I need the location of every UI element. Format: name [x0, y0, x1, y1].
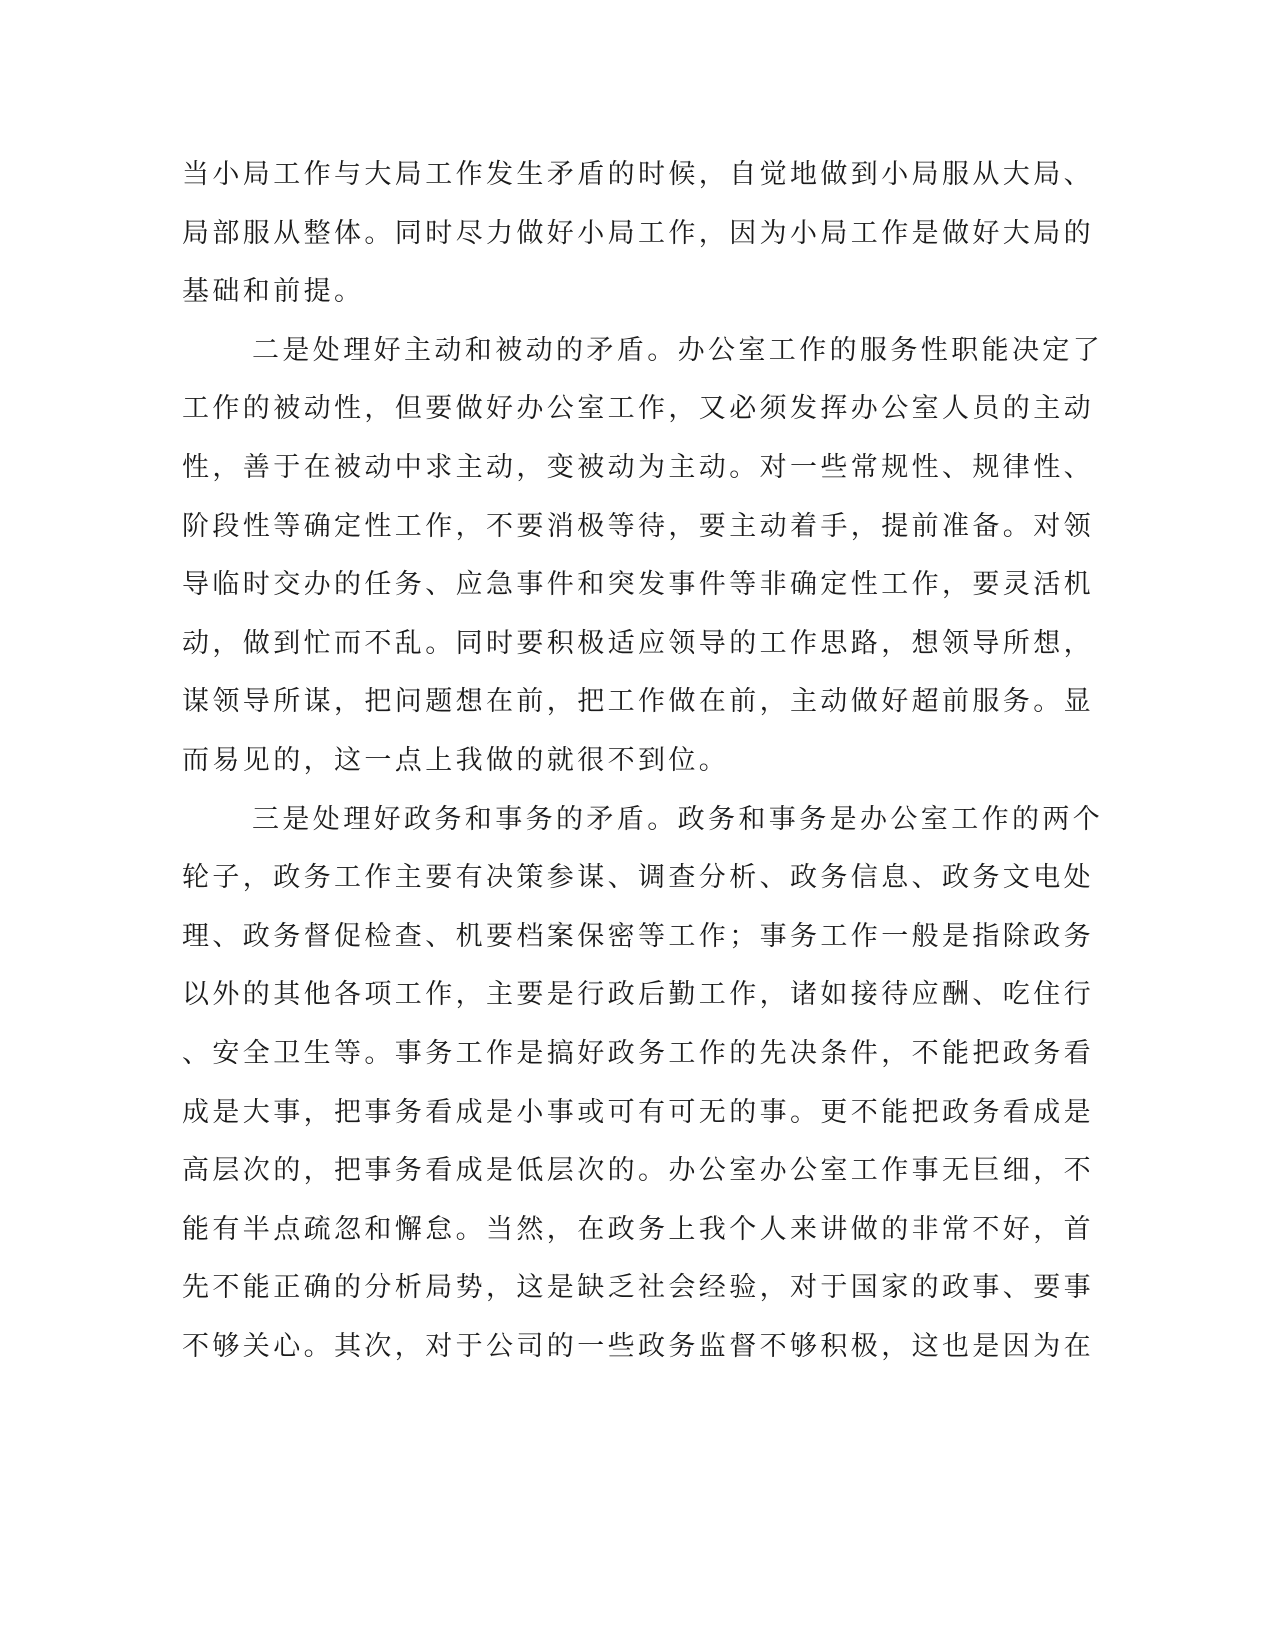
text-line: 谋领导所谋，把问题想在前，把工作做在前，主动做好超前服务。显: [182, 686, 1094, 718]
text-line: 工作的被动性，但要做好办公室工作，又必须发挥办公室人员的主动: [182, 393, 1094, 425]
text-line: 理、政务督促检查、机要档案保密等工作；事务工作一般是指除政务: [182, 920, 1094, 952]
text-line: 而易见的，这一点上我做的就很不到位。: [182, 744, 730, 776]
text-line: 动，做到忙而不乱。同时要积极适应领导的工作思路，想领导所想，: [182, 627, 1094, 659]
text-line: 基础和前提。: [182, 276, 365, 308]
text-line: 不够关心。其次，对于公司的一些政务监督不够积极，这也是因为在: [182, 1330, 1094, 1362]
text-line: 导临时交办的任务、应急事件和突发事件等非确定性工作，要灵活机: [182, 569, 1094, 601]
text-line: 高层次的，把事务看成是低层次的。办公室办公室工作事无巨细，不: [182, 1155, 1094, 1187]
text-line: 、安全卫生等。事务工作是搞好政务工作的先决条件，不能把政务看: [182, 1037, 1094, 1069]
text-line: 性，善于在被动中求主动，变被动为主动。对一些常规性、规律性、: [182, 451, 1094, 483]
text-line: 当小局工作与大局工作发生矛盾的时候，自觉地做到小局服从大局、: [182, 159, 1094, 190]
text-line: 轮子，政务工作主要有决策参谋、调查分析、政务信息、政务文电处: [182, 862, 1094, 894]
document-body: [182, 146, 1182, 1376]
text-line: 阶段性等确定性工作，不要消极等待，要主动着手，提前准备。对领: [182, 510, 1094, 542]
text-line: 局部服从整体。同时尽力做好小局工作，因为小局工作是做好大局的: [182, 217, 1094, 249]
text-line: 能有半点疏忽和懈怠。当然，在政务上我个人来讲做的非常不好，首: [182, 1213, 1094, 1245]
paragraph-start-line: 三是处理好政务和事务的矛盾。政务和事务是办公室工作的两个: [252, 803, 1104, 835]
paragraph-start-line: 二是处理好主动和被动的矛盾。办公室工作的服务性职能决定了: [252, 334, 1104, 366]
text-line: 以外的其他各项工作，主要是行政后勤工作，诸如接待应酬、吃住行: [182, 979, 1094, 1011]
text-line: 成是大事，把事务看成是小事或可有可无的事。更不能把政务看成是: [182, 1096, 1094, 1128]
text-line: 先不能正确的分析局势，这是缺乏社会经验，对于国家的政事、要事: [182, 1272, 1094, 1304]
